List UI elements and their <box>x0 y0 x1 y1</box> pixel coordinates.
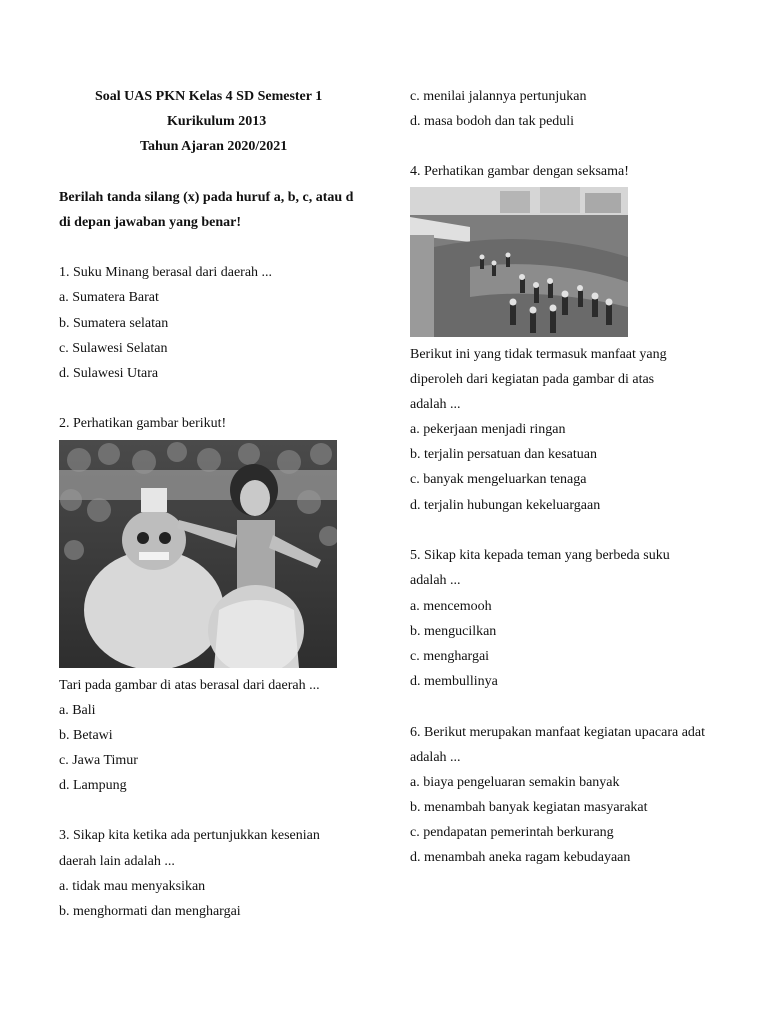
dance-photo-illustration <box>59 440 337 668</box>
title-line-1: Soal UAS PKN Kelas 4 SD Semester 1 <box>95 89 323 104</box>
q1-option-c: c. Sulawesi Selatan <box>59 341 168 356</box>
q4-option-c: c. banyak mengeluarkan tenaga <box>410 472 587 487</box>
q5-option-b: b. mengucilkan <box>410 624 497 639</box>
q2-option-a: a. Bali <box>59 703 96 718</box>
q2-option-b: b. Betawi <box>59 728 113 743</box>
q5-option-d: d. membullinya <box>410 674 498 689</box>
q4-question-line-3: adalah ... <box>410 397 461 412</box>
q1-option-d: d. Sulawesi Utara <box>59 366 159 381</box>
q6-option-a: a. biaya pengeluaran semakin banyak <box>410 775 620 790</box>
q4-option-d: d. terjalin hubungan kekeluargaan <box>410 498 601 513</box>
q4-option-a: a. pekerjaan menjadi ringan <box>410 422 566 437</box>
q3-option-d: d. masa bodoh dan tak peduli <box>410 114 575 129</box>
q3-option-b: b. menghormati dan menghargai <box>59 904 241 919</box>
q2-option-c: c. Jawa Timur <box>59 753 138 768</box>
q2-question: Tari pada gambar di atas berasal dari daerah ... <box>59 678 320 693</box>
q5-option-c: c. menghargai <box>410 649 490 664</box>
title-line-2: Kurikulum 2013 <box>167 114 267 129</box>
q6-option-d: d. menambah aneka ragam kebudayaan <box>410 850 631 865</box>
q1-option-b: b. Sumatera selatan <box>59 316 169 331</box>
q5-question-line-1: 5. Sikap kita kepada teman yang berbeda suku <box>410 548 670 563</box>
q3-option-a: a. tidak mau menyaksikan <box>59 879 206 894</box>
q4-intro: 4. Perhatikan gambar dengan seksama! <box>410 164 629 179</box>
q1-question: 1. Suku Minang berasal dari daerah ... <box>59 265 273 280</box>
q5-option-a: a. mencemooh <box>410 599 492 614</box>
q6-option-b: b. menambah banyak kegiatan masyarakat <box>410 800 648 815</box>
q4-option-b: b. terjalin persatuan dan kesatuan <box>410 447 597 462</box>
q2-intro: 2. Perhatikan gambar berikut! <box>59 416 227 431</box>
q6-option-c: c. pendapatan pemerintah berkurang <box>410 825 614 840</box>
river-cleanup-illustration <box>410 187 628 337</box>
dance-photo <box>59 440 337 668</box>
title-line-3: Tahun Ajaran 2020/2021 <box>140 139 288 154</box>
q3-question-line-2: daerah lain adalah ... <box>59 854 175 869</box>
q3-option-c: c. menilai jalannya pertunjukan <box>410 89 587 104</box>
q3-question-line-1: 3. Sikap kita ketika ada pertunjukkan kesenian <box>59 828 320 843</box>
q4-question-line-2: diperoleh dari kegiatan pada gambar di atas <box>410 372 655 387</box>
q6-question-line-1: 6. Berikut merupakan manfaat kegiatan upacara adat <box>410 725 706 740</box>
river-cleanup-photo <box>410 187 628 337</box>
q1-option-a: a. Sumatera Barat <box>59 290 159 305</box>
instruction-line-1: Berilah tanda silang (x) pada huruf a, b, c, atau d <box>59 190 354 205</box>
q6-question-line-2: adalah ... <box>410 750 461 765</box>
instruction-line-2: di depan jawaban yang benar! <box>59 215 242 230</box>
q5-question-line-2: adalah ... <box>410 573 461 588</box>
q2-option-d: d. Lampung <box>59 778 127 793</box>
q4-question-line-1: Berikut ini yang tidak termasuk manfaat yang <box>410 347 667 362</box>
